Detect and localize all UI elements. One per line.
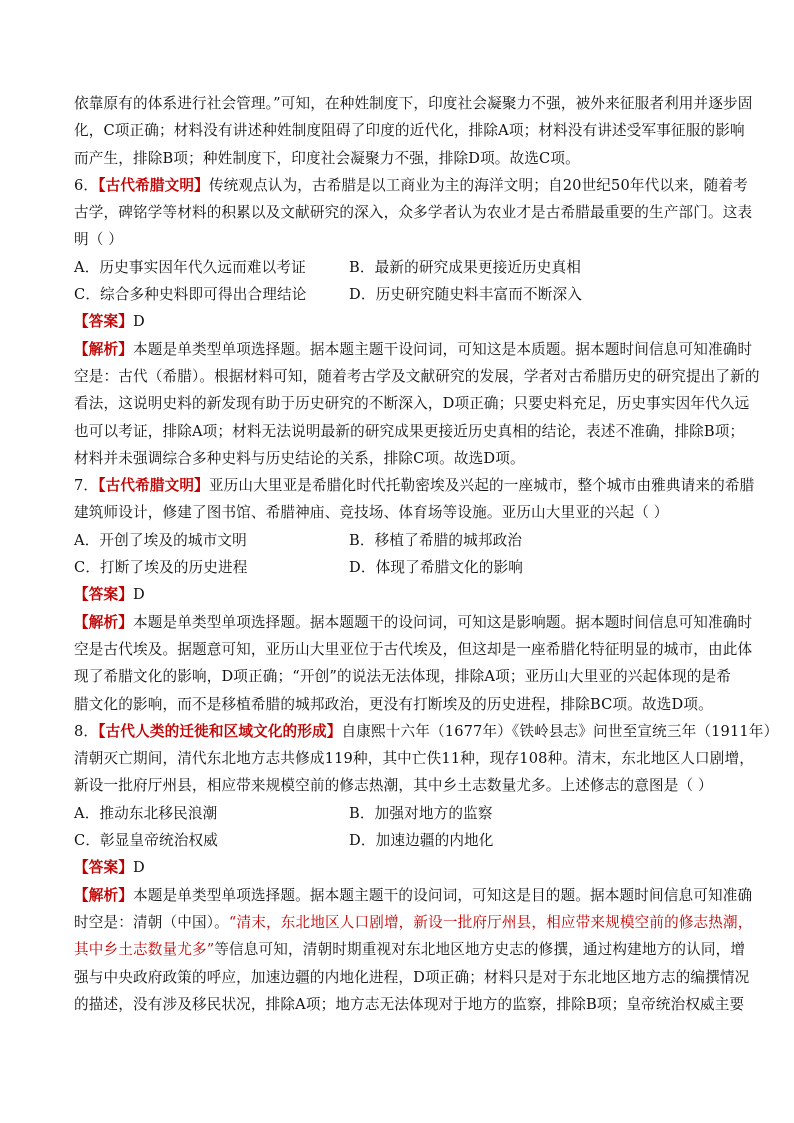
analysis-text: 本题是单类型单项选择题。据本题题干的设问词，可知这是影响题。据本题时间信息可知准确时	[132, 613, 753, 631]
option-d: D．历史研究随史料丰富而不断深入	[349, 286, 583, 304]
answer-tag: 【答案】	[74, 313, 133, 331]
q8-stem-line: 新设一批府厅州县，相应带来规模空前的修志热潮，其中乡土志数量尤多。上述修志的意图是（ ）	[74, 777, 713, 795]
question-number: 8．	[74, 722, 99, 740]
analysis-text: 本题是单类型单项选择题。据本题主题干的设问词，可知这是目的题。据本题时间信息可知准确	[132, 886, 753, 904]
analysis-text: 等信息可知，清朝时期重视对东北地区地方史志的修撰，通过构建地方的认同，增	[214, 941, 746, 959]
stem-text: 自康熙十六年（1677年）《铁岭县志》问世至宣统三年（1911年）	[341, 722, 779, 740]
q8-answer	[74, 854, 724, 881]
q7-answer	[74, 581, 724, 608]
q7-options-row	[74, 527, 724, 554]
option-b: B．加强对地方的监察	[349, 804, 493, 822]
q6-stem-line: 古学，碑铭学等材料的积累以及文献研究的深入，众多学者认为农业才是古希腊最重要的生产部门。这表	[74, 204, 753, 222]
topic-tag: 【古代希腊文明】	[98, 477, 209, 495]
question-number: 6．	[74, 176, 99, 194]
q6-options-row	[74, 281, 724, 308]
option-a: A．推动东北移民浪潮	[74, 804, 218, 822]
option-d: D．加速边疆的内地化	[349, 832, 494, 850]
q5-analysis-line: 而产生，排除B项；种姓制度下，印度社会凝聚力不强，排除D项。故选C项。	[74, 149, 580, 167]
q7-options-row	[74, 554, 724, 581]
q8-analysis-line: 强与中央政府政策的呼应，加速边疆的内地化进程，D项正确；材料只是对于东北地区地方志的编撰情况	[74, 968, 750, 986]
q7-analysis-line: 腊文化的影响，而不是移植希腊的城邦政治，更没有打断埃及的历史进程，排除BC项。故选D项。	[74, 695, 713, 713]
q8-analysis	[74, 882, 753, 909]
q8-analysis-line	[74, 909, 753, 936]
q7-stem	[74, 472, 755, 499]
q8-analysis-line: 的描述，没有涉及移民状况，排除A项；地方志无法体现对于地方的监察，排除B项；皇帝统治权威主要	[74, 995, 745, 1013]
option-c: C．彰显皇帝统治权威	[74, 832, 219, 850]
analysis-text: 本题是单类型单项选择题。据本题主题干设问词，可知这是本质题。据本题时间信息可知准确时	[132, 340, 753, 358]
answer-value: D	[132, 859, 145, 877]
option-a: A．开创了埃及的城市文明	[74, 531, 247, 549]
answer-tag: 【答案】	[74, 859, 133, 877]
option-d: D．体现了希腊文化的影响	[349, 559, 524, 577]
q7-analysis-line: 空是古代埃及。据题意可知，亚历山大里亚位于古代埃及，但这却是一座希腊化特征明显的城市，由此体	[74, 640, 753, 658]
option-b: B．最新的研究成果更接近历史真相	[349, 258, 582, 276]
quoted-material: “清末，东北地区人口剧增，新设一批府厅州县，相应带来规模空前的修志热潮，	[228, 913, 753, 931]
q8-analysis-line	[74, 936, 746, 963]
topic-tag: 【古代人类的迁徙和区域文化的形成】	[98, 722, 342, 740]
q6-analysis-line: 看法，这说明史料的新发现有助于历史研究的不断深入，D项正确；只要史料充足，历史事实因年代久远	[74, 395, 750, 413]
topic-tag: 【古代希腊文明】	[98, 176, 209, 194]
q8-options-row	[74, 800, 724, 827]
answer-value: D	[132, 313, 145, 331]
option-a: A．历史事实因年代久远而难以考证	[74, 258, 306, 276]
option-c: C．打断了埃及的历史进程	[74, 559, 248, 577]
answer-tag: 【答案】	[74, 586, 133, 604]
q5-analysis-line: 化，C项正确；材料没有讲述种姓制度阻碍了印度的近代化，排除A项；材料没有讲述受军事征服的影响	[74, 122, 745, 140]
q6-answer	[74, 308, 724, 335]
stem-text: 传统观点认为，古希腊是以工商业为主的海洋文明；自20世纪50年代以来，随着考	[208, 176, 748, 194]
q6-analysis-line: 材料并未强调综合多种史料与历史结论的关系，排除C项。故选D项。	[74, 449, 525, 467]
analysis-tag: 【解析】	[74, 886, 133, 904]
option-c: C．综合多种史料即可得出合理结论	[74, 286, 307, 304]
q7-analysis	[74, 609, 753, 636]
question-number: 7．	[74, 477, 99, 495]
q5-analysis-line: 依靠原有的体系进行社会管理。”可知，在种姓制度下，印度社会凝聚力不强，被外来征服者利用并逐步固	[74, 95, 753, 112]
q6-stem-line: 明（ ）	[74, 231, 124, 249]
q6-analysis-line: 也可以考证，排除A项；材料无法说明最新的研究成果更接近历史真相的结论，表述不准确，排除B项；	[74, 422, 745, 440]
q6-options-row	[74, 254, 724, 281]
quoted-material: 其中乡土志数量尤多”	[74, 941, 215, 959]
q6-analysis	[74, 336, 753, 363]
analysis-tag: 【解析】	[74, 340, 133, 358]
analysis-text: 时空是：清朝（中国）。	[74, 913, 229, 931]
q8-options-row	[74, 827, 724, 854]
q7-stem-line: 建筑师设计，修建了图书馆、希腊神庙、竞技场、体育场等设施。亚历山大里亚的兴起（ ）	[74, 504, 669, 522]
answer-value: D	[132, 586, 145, 604]
q8-stem	[74, 718, 779, 745]
analysis-tag: 【解析】	[74, 613, 133, 631]
option-b: B．移植了希腊的城邦政治	[349, 531, 523, 549]
stem-text: 亚历山大里亚是希腊化时代托勒密埃及兴起的一座城市，整个城市由雅典请来的希腊	[208, 477, 755, 495]
q8-stem-line: 清朝灭亡期间，清代东北地方志共修成119种，其中亡佚11种，现存108种。清末，东北地区人口剧增，	[74, 750, 754, 768]
q6-stem	[74, 172, 748, 199]
page-content	[74, 90, 779, 1018]
q7-analysis-line: 现了希腊文化的影响，D项正确；“开创”的说法无法体现，排除A项；亚历山大里亚的兴起体现的是希	[74, 668, 732, 686]
q6-analysis-line: 空是：古代（希腊）。根据材料可知，随着考古学及文献研究的发展，学者对古希腊历史的研究提出了新的	[74, 367, 760, 385]
